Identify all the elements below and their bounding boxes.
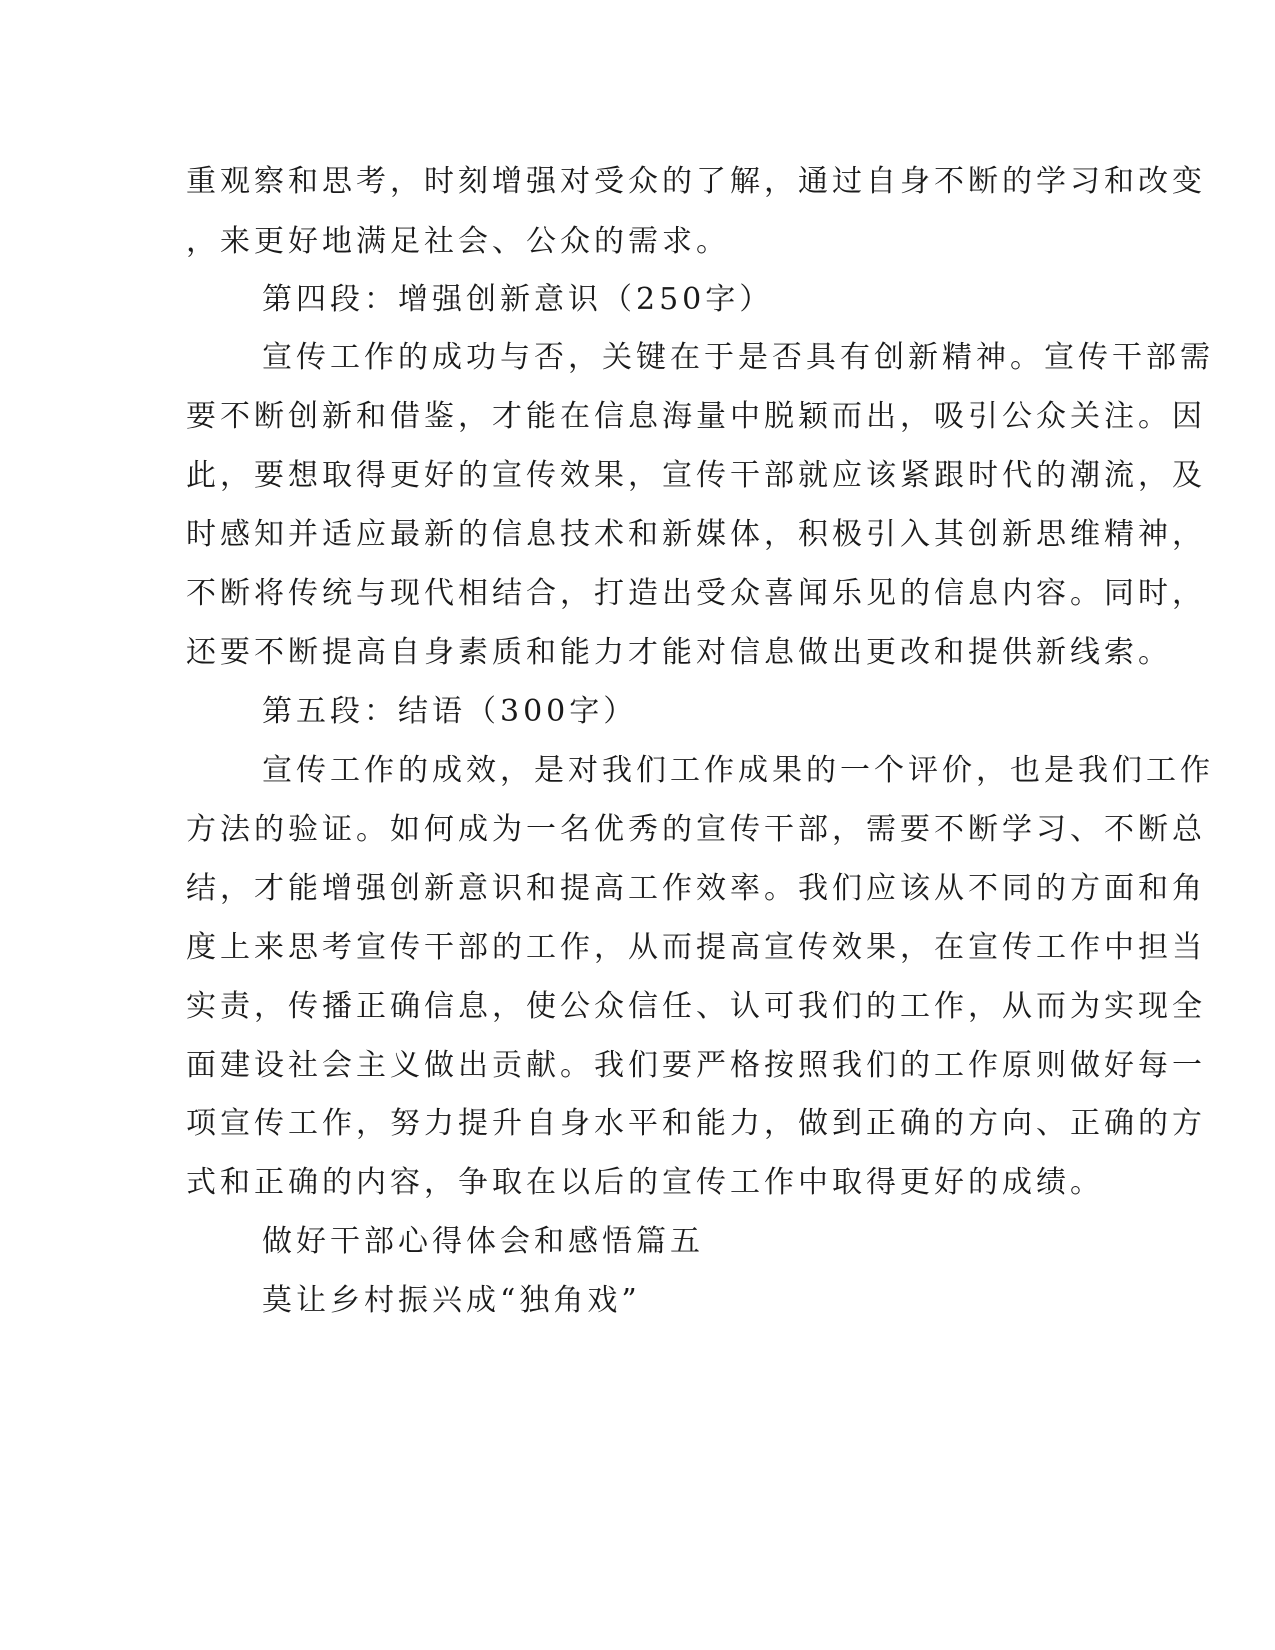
text-line: 要不断创新和借鉴，才能在信息海量中脱颖而出，吸引公众关注。因 [186,399,1206,434]
text-line: 不断将传统与现代相结合，打造出受众喜闻乐见的信息内容。同时， [186,576,1206,611]
text-line: 式和正确的内容，争取在以后的宣传工作中取得更好的成绩。 [186,1165,1104,1200]
text-line: 实责，传播正确信息，使公众信任、认可我们的工作，从而为实现全 [186,989,1206,1024]
section-heading: 第四段：增强创新意识（250字） [262,282,774,317]
text-line: ，来更好地满足社会、公众的需求。 [186,224,730,259]
text-line: 此，要想取得更好的宣传效果，宣传干部就应该紧跟时代的潮流，及 [186,458,1206,493]
text-line: 项宣传工作，努力提升自身水平和能力，做到正确的方向、正确的方 [186,1106,1206,1141]
text-line: 结，才能增强创新意识和提高工作效率。我们应该从不同的方面和角 [186,871,1206,906]
article-subtitle: 莫让乡村振兴成“独角戏” [262,1283,641,1318]
section-heading: 第五段：结语（300字） [262,694,638,729]
text-line: 度上来思考宣传干部的工作，从而提高宣传效果，在宣传工作中担当 [186,930,1206,965]
text-line: 还要不断提高自身素质和能力才能对信息做出更改和提供新线索。 [186,635,1172,670]
text-line: 方法的验证。如何成为一名优秀的宣传干部，需要不断学习、不断总 [186,812,1206,847]
text-line: 面建设社会主义做出贡献。我们要严格按照我们的工作原则做好每一 [186,1048,1206,1083]
article-title: 做好干部心得体会和感悟篇五 [262,1224,704,1259]
text-line: 宣传工作的成功与否，关键在于是否具有创新精神。宣传干部需 [262,340,1214,375]
text-line: 重观察和思考，时刻增强对受众的了解，通过自身不断的学习和改变 [186,164,1206,199]
text-line: 时感知并适应最新的信息技术和新媒体，积极引入其创新思维精神， [186,517,1206,552]
text-line: 宣传工作的成效，是对我们工作成果的一个评价，也是我们工作 [262,753,1214,788]
